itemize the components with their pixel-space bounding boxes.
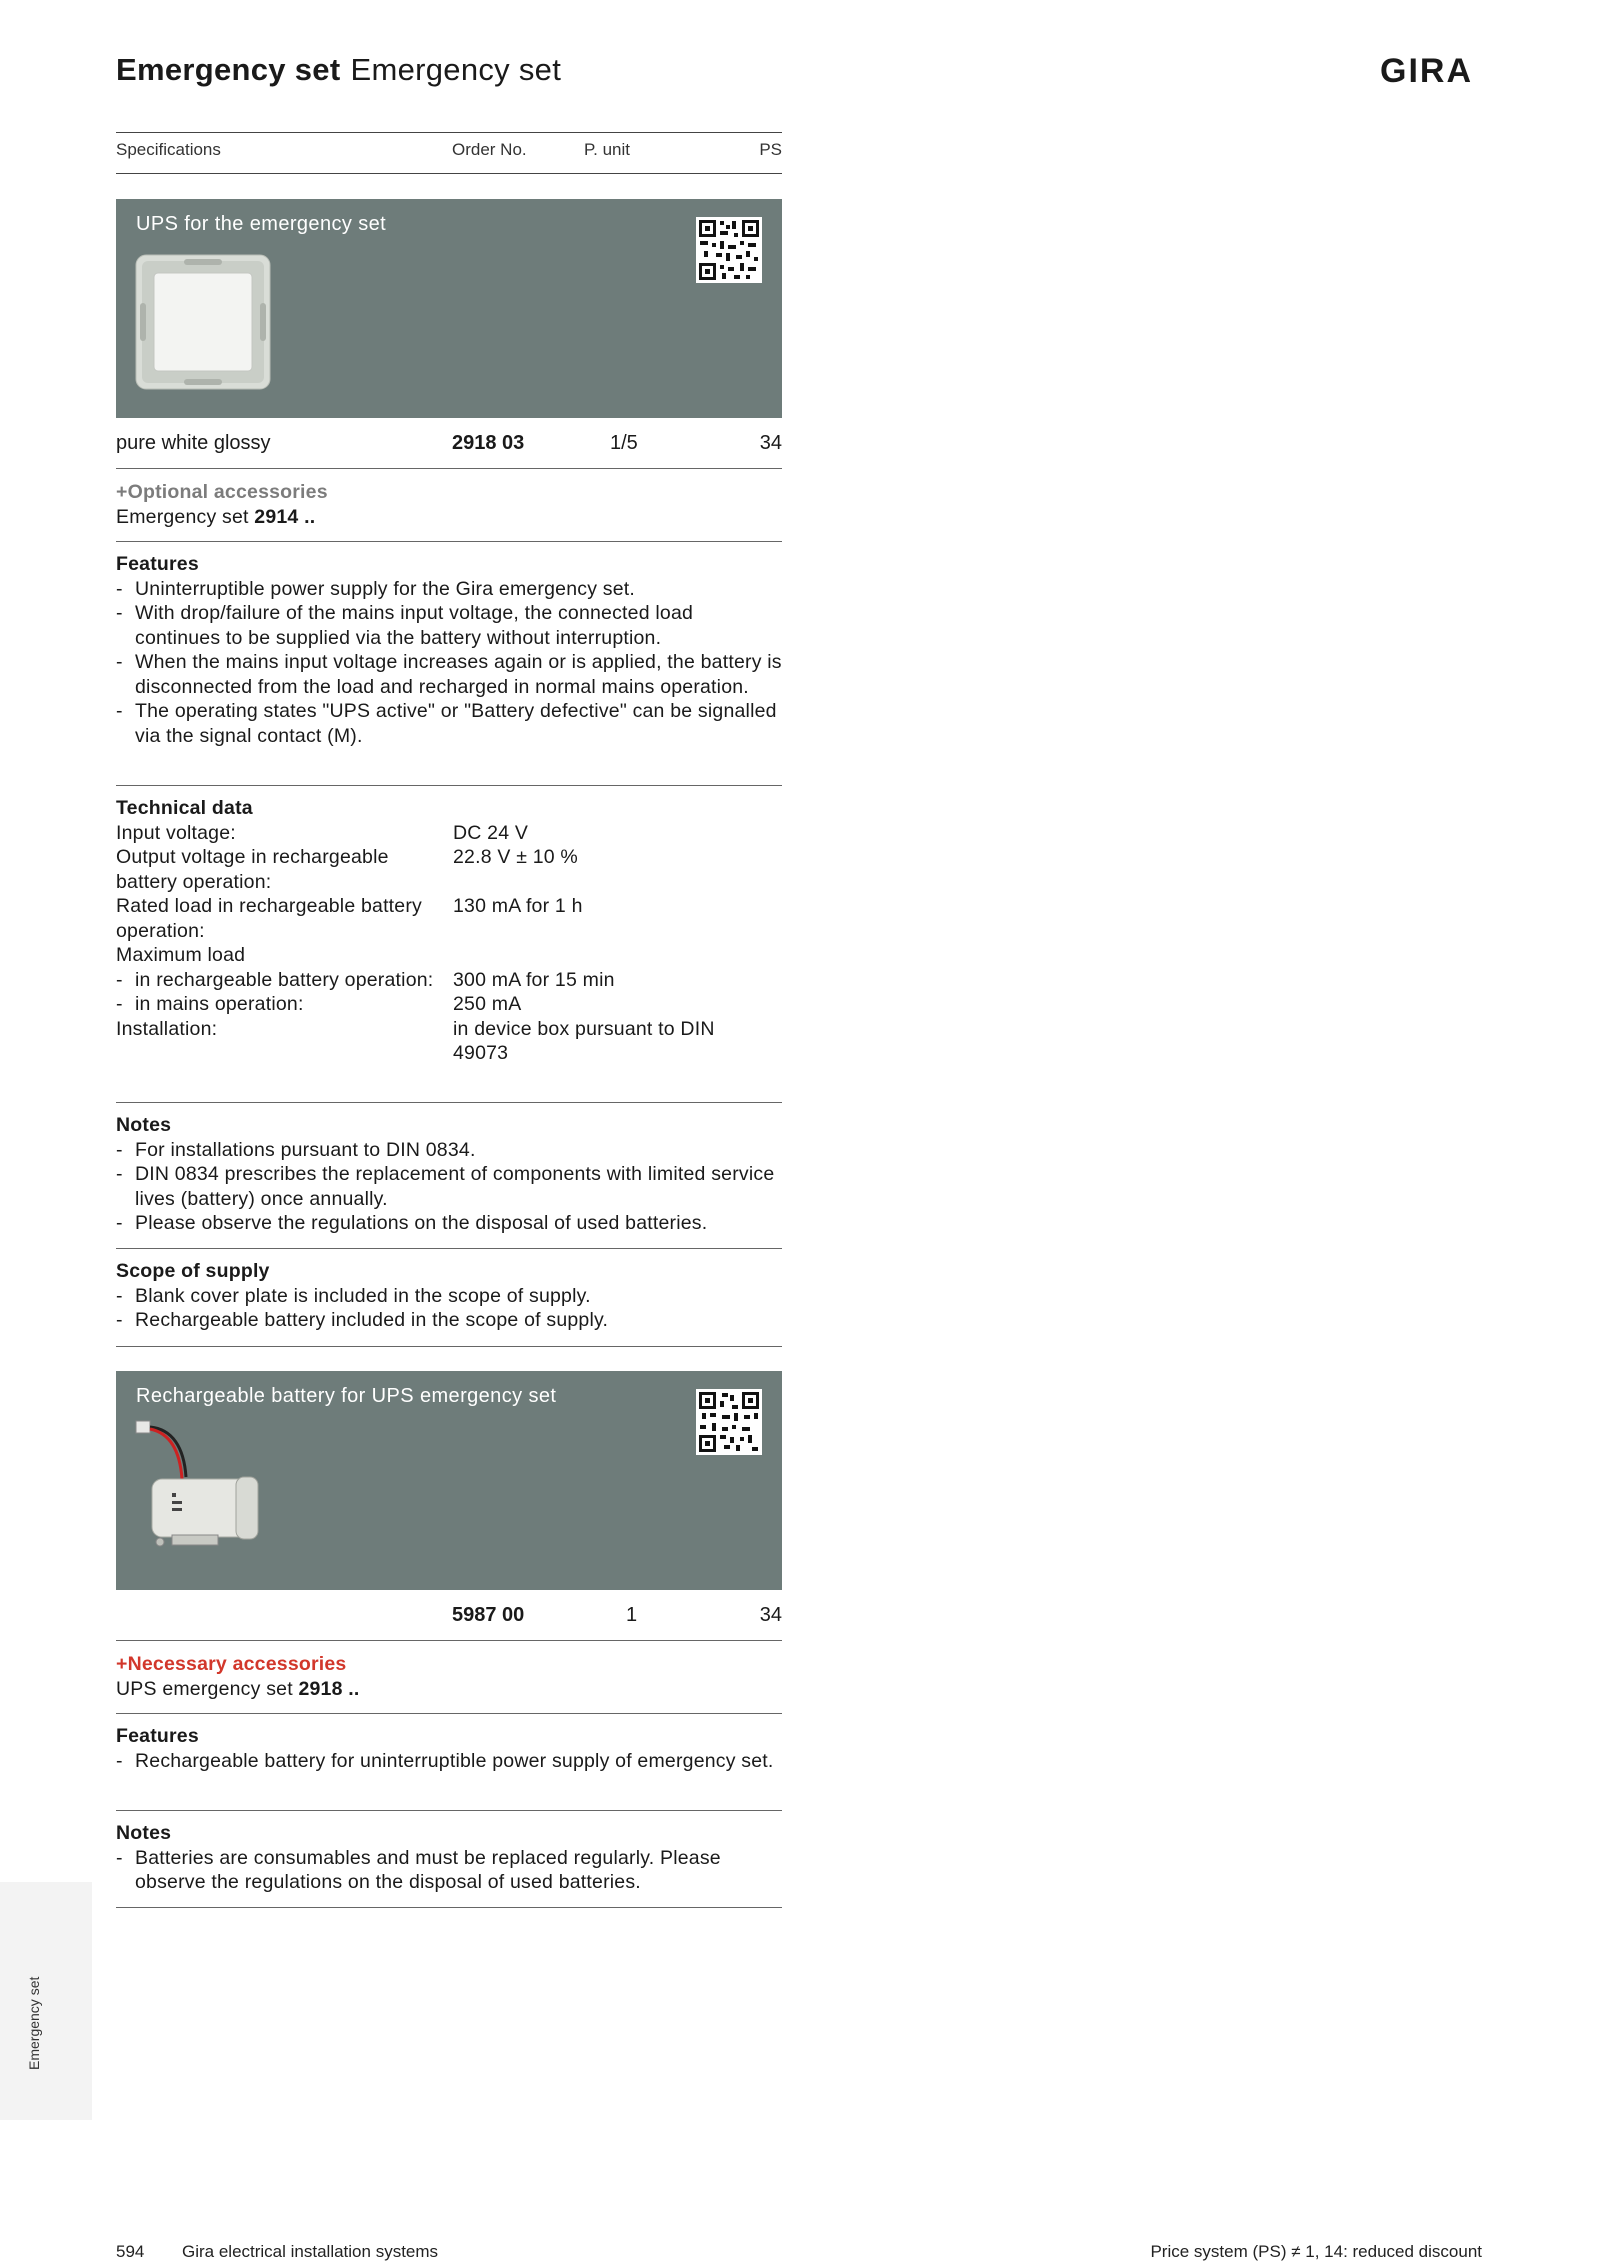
necessary-accessories bbox=[116, 1652, 782, 1701]
qr-code-icon bbox=[696, 217, 762, 283]
footer-price-note: Price system (PS) ≠ 1, 14: reduced discount bbox=[1150, 2242, 1482, 2261]
product-title: Rechargeable battery for UPS emergency set bbox=[136, 1385, 557, 1407]
notes-heading: Notes bbox=[116, 1822, 172, 1844]
page-title-light: Emergency set bbox=[350, 52, 562, 87]
spec-col-specifications: Specifications bbox=[116, 140, 221, 159]
accessories-heading: +Necessary accessories bbox=[116, 1653, 347, 1675]
divider bbox=[116, 1713, 782, 1714]
features-section bbox=[116, 1724, 782, 1773]
list-item: - DIN 0834 prescribes the replacement of components with limited service lives (battery) once annually. bbox=[116, 1162, 782, 1211]
order-number: 2918 03 bbox=[452, 432, 525, 454]
divider bbox=[116, 1102, 782, 1103]
divider bbox=[116, 1907, 782, 1908]
tech-row: - in rechargeable battery operation: 300 mA for 15 min bbox=[116, 968, 782, 993]
accessories-heading: +Optional accessories bbox=[116, 481, 328, 503]
scope-of-supply-section bbox=[116, 1259, 782, 1333]
technical-data-heading: Technical data bbox=[116, 797, 253, 819]
tech-row: Installation: in device box pursuant to DIN 49073 bbox=[116, 1017, 715, 1064]
spec-col-p-unit: P. unit bbox=[584, 140, 631, 159]
price-unit: 1 bbox=[626, 1604, 638, 1626]
page-number: 594 bbox=[116, 2242, 145, 2261]
tech-row: Output voltage in rechargeable battery operation:22.8 V ± 10 % bbox=[116, 846, 578, 893]
optional-accessories bbox=[116, 480, 782, 529]
notes-heading: Notes bbox=[116, 1114, 172, 1136]
divider bbox=[116, 541, 782, 542]
features-heading: Features bbox=[116, 1725, 199, 1747]
features-heading: Features bbox=[116, 553, 199, 575]
list-item: - For installations pursuant to DIN 0834. bbox=[116, 1138, 782, 1163]
divider bbox=[116, 173, 782, 174]
accessory-item: Emergency set 2914 .. bbox=[116, 505, 316, 528]
divider bbox=[116, 1810, 782, 1811]
product-title: UPS for the emergency set bbox=[136, 213, 387, 235]
list-item: - Uninterruptible power supply for the Gira emergency set. bbox=[116, 577, 782, 602]
spec-col-ps: PS bbox=[759, 140, 782, 159]
tech-row: Rated load in rechargeable battery operation:130 mA for 1 h bbox=[116, 895, 583, 942]
product-panel-battery bbox=[116, 1371, 782, 1590]
notes-section bbox=[116, 1821, 782, 1895]
tech-row: Input voltage: DC 24 V bbox=[116, 821, 529, 844]
product-order-row bbox=[116, 1604, 782, 1630]
list-item: - Blank cover plate is included in the scope of supply. bbox=[116, 1284, 782, 1309]
price-system: 34 bbox=[759, 432, 782, 454]
qr-code-icon bbox=[696, 1389, 762, 1455]
page-title bbox=[116, 52, 561, 88]
divider bbox=[116, 468, 782, 469]
accessory-item: UPS emergency set 2918 .. bbox=[116, 1677, 360, 1700]
order-number: 5987 00 bbox=[452, 1604, 525, 1626]
list-item: - Rechargeable battery included in the scope of supply. bbox=[116, 1308, 782, 1333]
side-tab-label: Emergency set bbox=[26, 1976, 42, 2070]
notes-section bbox=[116, 1113, 782, 1236]
price-system: 34 bbox=[759, 1604, 782, 1626]
list-item: - The operating states "UPS active" or "Battery defective" can be signalled via the signal contact (M). bbox=[116, 699, 782, 748]
product-order-row bbox=[116, 432, 782, 458]
tech-row: Maximum load bbox=[116, 944, 246, 966]
list-item: - Rechargeable battery for uninterruptible power supply of emergency set. bbox=[116, 1749, 782, 1774]
page-title-bold: Emergency set bbox=[116, 52, 341, 87]
spec-header bbox=[116, 140, 782, 162]
list-item: - Batteries are consumables and must be replaced regularly. Please observe the regulations on the disposal of used batteries. bbox=[116, 1846, 782, 1895]
footer-title: Gira electrical installation systems bbox=[182, 2242, 439, 2261]
side-tab bbox=[0, 1882, 92, 2120]
divider bbox=[116, 1346, 782, 1347]
price-unit: 1/5 bbox=[610, 432, 638, 454]
spec-col-order-no: Order No. bbox=[452, 140, 527, 159]
plus-icon: + bbox=[116, 1653, 128, 1675]
list-item: - When the mains input voltage increases again or is applied, the battery is disconnected from the load and recharged in normal mains operation. bbox=[116, 650, 782, 699]
battery-image bbox=[132, 1417, 272, 1557]
variant-name: pure white glossy bbox=[116, 432, 271, 454]
plus-icon: + bbox=[116, 481, 128, 503]
gira-logo: GIRA bbox=[1380, 52, 1473, 90]
product-panel-ups bbox=[116, 199, 782, 418]
divider bbox=[116, 785, 782, 786]
divider bbox=[116, 132, 782, 133]
divider bbox=[116, 1248, 782, 1249]
tech-row: - in mains operation: 250 mA bbox=[116, 992, 782, 1017]
divider bbox=[116, 1640, 782, 1641]
list-item: - Please observe the regulations on the disposal of used batteries. bbox=[116, 1211, 782, 1236]
features-section bbox=[116, 552, 782, 748]
technical-data-section bbox=[116, 796, 782, 1066]
list-item: - With drop/failure of the mains input voltage, the connected load continues to be supplied via the battery without interruption. bbox=[116, 601, 782, 650]
ups-device-image bbox=[132, 251, 274, 393]
scope-heading: Scope of supply bbox=[116, 1260, 270, 1282]
